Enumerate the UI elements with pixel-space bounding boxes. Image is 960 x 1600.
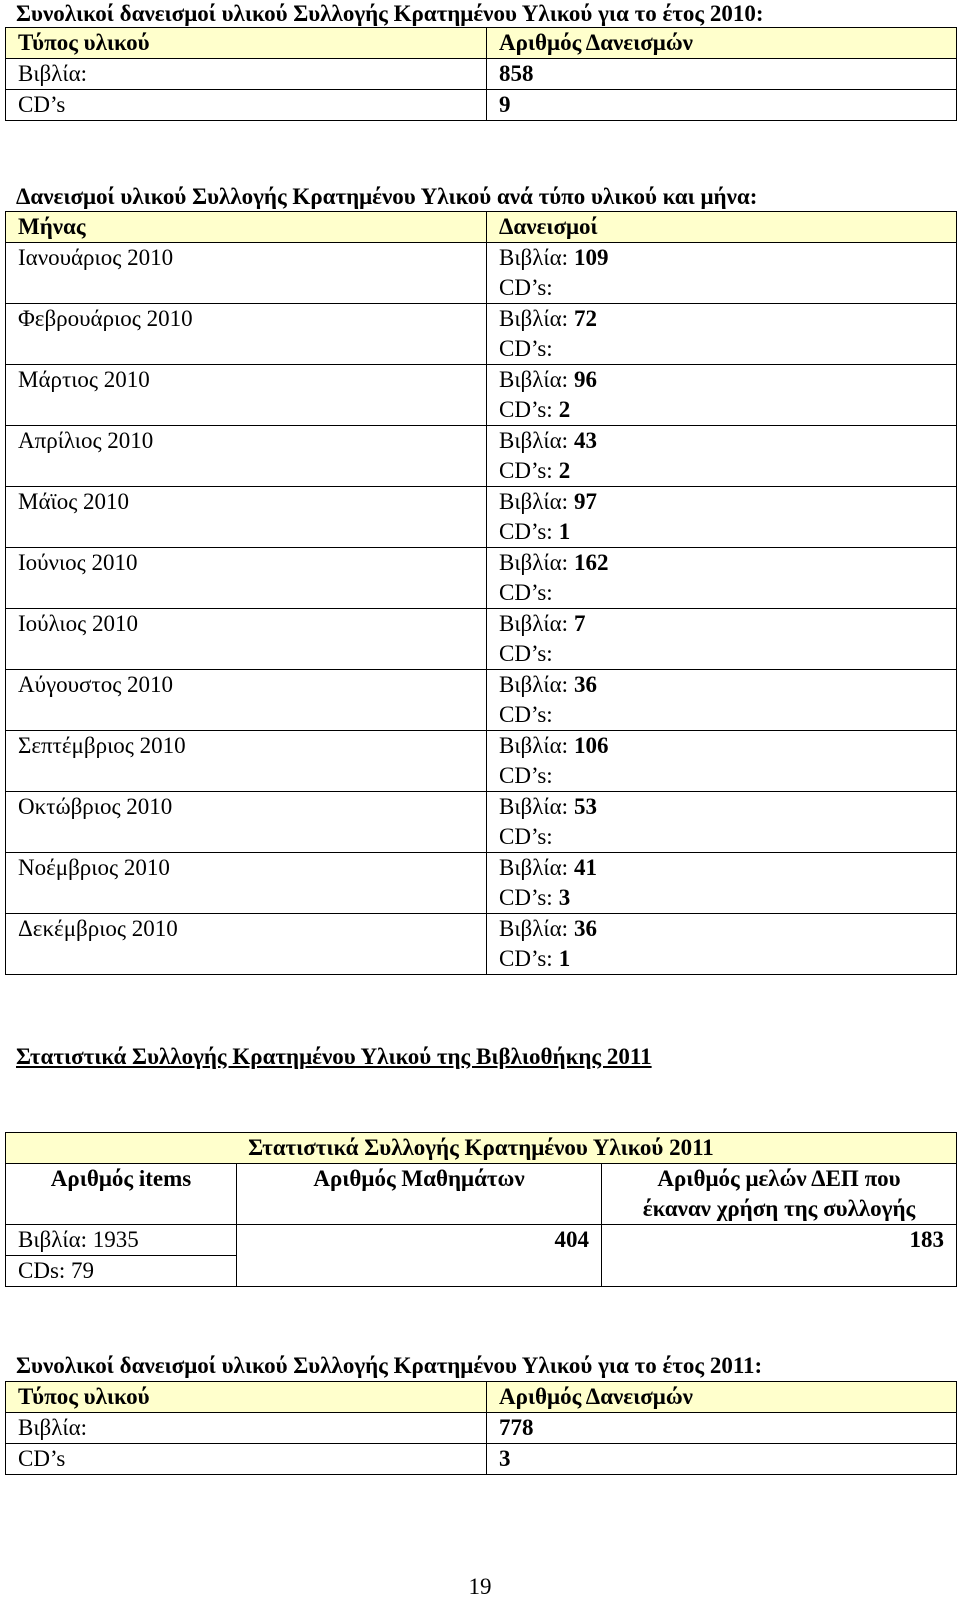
books-value: 106: [574, 733, 609, 758]
table-row: [6, 1444, 957, 1475]
cds-label: CD’s:: [499, 641, 553, 666]
month-label: Ιούνιος 2010: [6, 548, 487, 609]
books-label: Βιβλία:: [499, 428, 569, 453]
month-loans: [487, 609, 957, 670]
table-row: [6, 1225, 957, 1256]
stats-2011-table: [5, 1132, 957, 1287]
month-loans: [487, 365, 957, 426]
items-books-text: Βιβλία: 1935: [18, 1227, 139, 1252]
header-loan-count: Αριθμός Δανεισμών: [487, 28, 957, 59]
table-row: [6, 59, 957, 90]
header-loan-count: Αριθμός Δανεισμών: [487, 1382, 957, 1413]
table-row: [6, 243, 957, 304]
table-row: [6, 914, 957, 975]
books-line: [499, 914, 944, 944]
month-loans: [487, 670, 957, 731]
books-line: [499, 548, 944, 578]
material-type: Βιβλία:: [6, 1413, 487, 1444]
books-line: [499, 243, 944, 273]
books-line: [499, 792, 944, 822]
books-value: 7: [574, 611, 586, 636]
totals-2010-table: [5, 27, 957, 121]
books-label: Βιβλία:: [499, 855, 569, 880]
month-label: Μάρτιος 2010: [6, 365, 487, 426]
table-row: [6, 731, 957, 792]
table-row: [6, 670, 957, 731]
faculty-count: 183: [602, 1225, 957, 1287]
cds-value: 3: [558, 885, 571, 910]
books-label: Βιβλία:: [499, 794, 569, 819]
books-value: 162: [574, 550, 609, 575]
month-label: Σεπτέμβριος 2010: [6, 731, 487, 792]
cds-value: 1: [558, 946, 571, 971]
header-material-type: Τύπος υλικού: [6, 28, 487, 59]
cds-label: CD’s:: [499, 519, 553, 544]
table-row: [6, 365, 957, 426]
books-line: [499, 609, 944, 639]
cds-line: [499, 700, 944, 730]
cds-label: CD’s:: [499, 885, 553, 910]
table-row: [6, 792, 957, 853]
cds-line: [499, 761, 944, 791]
table-row: [6, 609, 957, 670]
books-label: Βιβλία:: [499, 672, 569, 697]
cds-line: [499, 578, 944, 608]
books-value: 41: [574, 855, 598, 880]
totals-2011-table: [5, 1381, 957, 1475]
month-label: Νοέμβριος 2010: [6, 853, 487, 914]
table-row: [6, 1413, 957, 1444]
material-type: CD’s: [6, 1444, 487, 1475]
cds-label: CD’s:: [499, 580, 553, 605]
month-label: Φεβρουάριος 2010: [6, 304, 487, 365]
table-header-row: [6, 1382, 957, 1413]
books-value: 36: [574, 672, 598, 697]
books-value: 109: [574, 245, 609, 270]
table-header-row: [6, 212, 957, 243]
cds-line: [499, 883, 944, 913]
cds-line: [499, 334, 944, 364]
header-items: Αριθμός items: [6, 1164, 237, 1225]
month-loans: [487, 792, 957, 853]
month-loans: [487, 426, 957, 487]
books-value: 53: [574, 794, 598, 819]
cds-label: CD’s:: [499, 702, 553, 727]
table-row: [6, 304, 957, 365]
table-row: [6, 548, 957, 609]
cds-label: CD’s:: [499, 275, 553, 300]
table-title-row: [6, 1133, 957, 1164]
month-label: Ιανουάριος 2010: [6, 243, 487, 304]
cds-line: [499, 822, 944, 852]
cds-label: CD’s:: [499, 763, 553, 788]
books-label: Βιβλία:: [499, 245, 569, 270]
items-cds: CDs: 79: [6, 1256, 237, 1287]
stats-2011-heading: Στατιστικά Συλλογής Κρατημένου Υλικού της Βιβλιοθήκης 2011: [16, 1044, 652, 1069]
month-loans: [487, 731, 957, 792]
books-label: Βιβλία:: [499, 916, 569, 941]
books-value: 43: [574, 428, 598, 453]
month-label: Μάϊος 2010: [6, 487, 487, 548]
cds-line: [499, 456, 944, 486]
table-row: [6, 90, 957, 121]
month-loans: [487, 548, 957, 609]
month-loans: [487, 914, 957, 975]
header-loans: Δανεισμοί: [487, 212, 957, 243]
page-number: 19: [468, 1574, 492, 1599]
items-books: [6, 1225, 237, 1256]
stats-table-title: Στατιστικά Συλλογής Κρατημένου Υλικού 2011: [6, 1133, 957, 1164]
totals-2011-title: Συνολικοί δανεισμοί υλικού Συλλογής Κρατημένου Υλικού για το έτος 2011:: [16, 1353, 763, 1378]
books-value: 36: [574, 916, 598, 941]
loan-count: 778: [487, 1413, 957, 1444]
month-loans: [487, 243, 957, 304]
cds-value: 1: [558, 519, 571, 544]
month-loans: [487, 853, 957, 914]
table-header-row: [6, 28, 957, 59]
totals-2010-title: Συνολικοί δανεισμοί υλικού Συλλογής Κρατημένου Υλικού για το έτος 2010:: [16, 1, 764, 26]
table-header-row: [6, 1164, 957, 1225]
books-line: [499, 853, 944, 883]
table-row: [6, 853, 957, 914]
cds-label: CD’s:: [499, 336, 553, 361]
cds-line: [499, 273, 944, 303]
books-label: Βιβλία:: [499, 489, 569, 514]
cds-label: CD’s:: [499, 824, 553, 849]
month-label: Αύγουστος 2010: [6, 670, 487, 731]
cds-line: [499, 639, 944, 669]
month-label: Οκτώβριος 2010: [6, 792, 487, 853]
cds-value: 2: [558, 458, 571, 483]
month-label: Ιούλιος 2010: [6, 609, 487, 670]
books-value: 72: [574, 306, 598, 331]
books-value: 97: [574, 489, 598, 514]
material-type: CD’s: [6, 90, 487, 121]
month-label: Απρίλιος 2010: [6, 426, 487, 487]
cds-line: [499, 944, 944, 974]
material-type: Βιβλία:: [6, 59, 487, 90]
books-line: [499, 487, 944, 517]
header-month: Μήνας: [6, 212, 487, 243]
month-loans: [487, 487, 957, 548]
books-label: Βιβλία:: [499, 306, 569, 331]
books-label: Βιβλία:: [499, 611, 569, 636]
courses-count: 404: [237, 1225, 602, 1287]
books-label: Βιβλία:: [499, 367, 569, 392]
month-label: Δεκέμβριος 2010: [6, 914, 487, 975]
books-label: Βιβλία:: [499, 550, 569, 575]
loan-count: 9: [487, 90, 957, 121]
table-row: [6, 426, 957, 487]
cds-label: CD’s:: [499, 397, 553, 422]
table-row: [6, 487, 957, 548]
books-value: 96: [574, 367, 598, 392]
cds-label: CD’s:: [499, 458, 553, 483]
cds-line: [499, 517, 944, 547]
cds-label: CD’s:: [499, 946, 553, 971]
loan-count: 858: [487, 59, 957, 90]
books-line: [499, 304, 944, 334]
books-line: [499, 426, 944, 456]
cds-line: [499, 395, 944, 425]
monthly-2010-title: Δανεισμοί υλικού Συλλογής Κρατημένου Υλικού ανά τύπο υλικού και μήνα:: [16, 184, 758, 209]
cds-value: 2: [558, 397, 571, 422]
loan-count: 3: [487, 1444, 957, 1475]
books-line: [499, 731, 944, 761]
books-label: Βιβλία:: [499, 733, 569, 758]
monthly-2010-table: [5, 211, 957, 975]
books-line: [499, 365, 944, 395]
header-courses: Αριθμός Μαθημάτων: [237, 1164, 602, 1225]
books-line: [499, 670, 944, 700]
month-loans: [487, 304, 957, 365]
header-material-type: Τύπος υλικού: [6, 1382, 487, 1413]
header-faculty: Αριθμός μελών ΔΕΠ που έκαναν χρήση της συλλογής: [602, 1164, 957, 1225]
